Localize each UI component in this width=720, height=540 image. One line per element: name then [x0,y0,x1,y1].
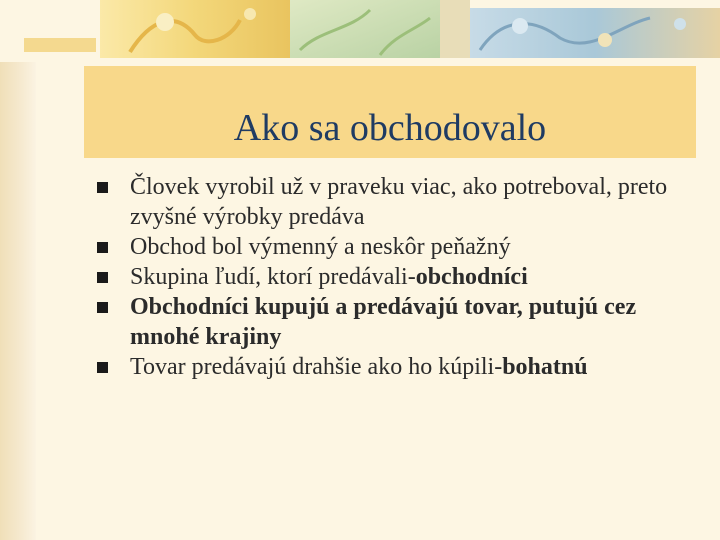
square-bullet-icon [97,182,108,193]
bullet-text: obchodníci [415,264,528,290]
bullet-text: bohatnú [502,354,588,380]
bullet-list [94,172,704,382]
bullet-item [94,232,704,262]
bullet-item [94,352,704,382]
square-bullet-icon [97,302,108,313]
square-bullet-icon [97,272,108,283]
bullet-text: Tovar predávajú drahšie ako ho kúpili- [130,354,503,380]
decorative-floral-banner [0,0,720,62]
bullet-text: Človek vyrobil už v praveku viac, ako potreboval, preto zvyšné výrobky predáva [130,174,668,230]
paper-texture-strip [0,0,36,540]
bullet-item [94,292,704,352]
bullet-text: Skupina ľudí, ktorí predávali- [130,264,416,290]
square-bullet-icon [97,362,108,373]
square-bullet-icon [97,242,108,253]
bullet-text: Obchod bol výmenný a neskôr peňažný [130,234,511,260]
bullet-item [94,172,704,232]
bullet-text: Obchodníci kupujú a predávajú tovar, putujú cez mnohé krajiny [130,294,637,350]
slide-title: Ako sa obchodovalo [233,107,547,149]
bullet-item [94,262,704,292]
